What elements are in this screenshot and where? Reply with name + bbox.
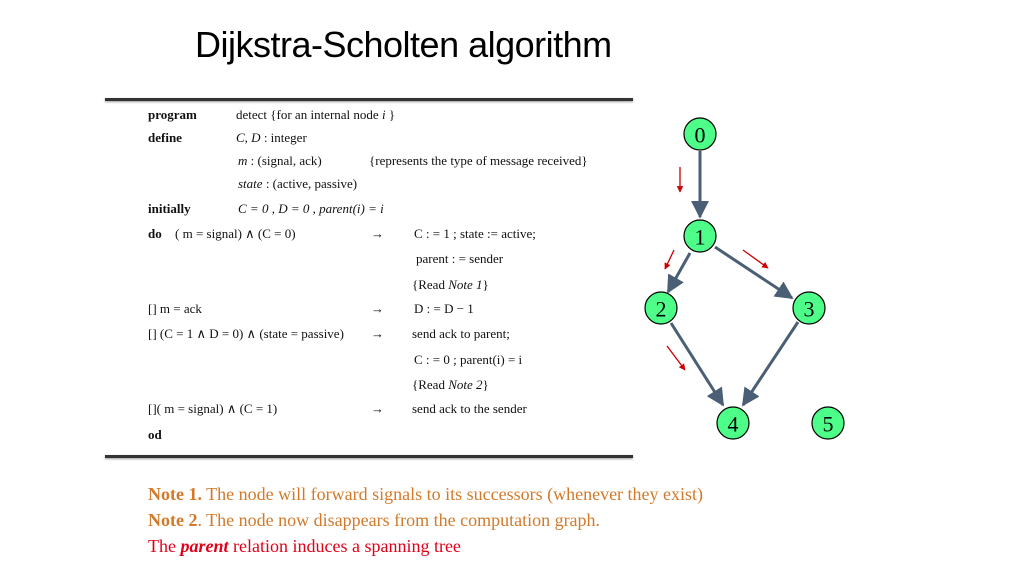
node-0-label: 0 bbox=[694, 122, 706, 148]
slide-title: Dijkstra-Scholten algorithm bbox=[195, 24, 612, 65]
graph-node-4 bbox=[717, 407, 749, 439]
arrow-2: → bbox=[371, 301, 384, 316]
notes-block bbox=[148, 481, 703, 559]
note-2-text: . The node now disappears from the computation graph. bbox=[197, 510, 601, 530]
graph-node-1 bbox=[684, 220, 716, 252]
graph-node-3 bbox=[793, 292, 825, 324]
node-5-label: 5 bbox=[822, 411, 834, 437]
graph-node-2 bbox=[645, 292, 677, 324]
define-m-var: m bbox=[238, 153, 248, 168]
action-decrement-d: D : = D − 1 bbox=[414, 301, 474, 316]
signal-arrow-1-3 bbox=[743, 250, 768, 268]
read-note-2-ref: Note 2 bbox=[448, 377, 483, 392]
initially-line: C = 0 , D = 0 , parent(i) = i bbox=[238, 201, 384, 216]
signal-arrow-2-4 bbox=[667, 346, 685, 370]
action-reset: C : = 0 ; parent(i) = i bbox=[414, 352, 523, 367]
note-2-label: Note 2 bbox=[148, 510, 198, 530]
arrow-3: → bbox=[371, 326, 384, 341]
graph-node-0 bbox=[684, 118, 716, 150]
note-1 bbox=[148, 481, 703, 507]
keyword-do: do bbox=[148, 226, 162, 241]
note-3-parent: parent bbox=[180, 536, 229, 556]
spanning-tree-note bbox=[148, 533, 703, 559]
read-note-1-ref: Note 1 bbox=[448, 277, 483, 292]
keyword-program: program bbox=[148, 107, 197, 122]
edge-3-4 bbox=[743, 322, 798, 405]
note-2 bbox=[148, 507, 703, 533]
read-note-2-post: } bbox=[482, 377, 489, 392]
keyword-initially: initially bbox=[148, 201, 191, 216]
action-parent-sender: parent : = sender bbox=[416, 251, 504, 266]
guard-signal-c1: []( m = signal) ∧ (C = 1) bbox=[148, 401, 278, 416]
define-m-type: : (signal, ack) bbox=[250, 153, 322, 168]
define-vars: C, D bbox=[236, 130, 261, 145]
graph-node-5 bbox=[812, 407, 844, 439]
guard-passive: [] (C = 1 ∧ D = 0) ∧ (state = passive) bbox=[148, 326, 344, 341]
action-send-ack-parent: send ack to parent; bbox=[412, 326, 510, 341]
signal-arrow-1-2 bbox=[665, 250, 674, 269]
define-m-comment: {represents the type of message received} bbox=[369, 153, 588, 168]
node-1-label: 1 bbox=[694, 224, 706, 250]
edge-2-4 bbox=[671, 323, 723, 405]
define-state-type: : (active, passive) bbox=[265, 176, 358, 191]
edge-1-3 bbox=[715, 247, 792, 298]
node-3-label: 3 bbox=[803, 296, 815, 322]
note-1-label: Note 1. bbox=[148, 484, 202, 504]
guard-ack: [] m = ack bbox=[148, 301, 202, 316]
arrow-1: → bbox=[371, 226, 384, 241]
define-type: : integer bbox=[263, 130, 307, 145]
note-3-pre: The bbox=[148, 536, 181, 556]
action-activate: C : = 1 ; state := active; bbox=[414, 226, 536, 241]
keyword-define: define bbox=[148, 130, 182, 145]
node-4-label: 4 bbox=[727, 411, 739, 437]
node-2-label: 2 bbox=[655, 296, 667, 322]
guard-signal-c0: ( m = signal) ∧ (C = 0) bbox=[175, 226, 296, 241]
read-note-1-pre: {Read bbox=[412, 277, 449, 292]
program-header-text: detect {for an internal node bbox=[236, 107, 379, 122]
program-header-close: } bbox=[388, 107, 396, 122]
note-3-post: relation induces a spanning tree bbox=[228, 536, 461, 556]
define-state-var: state bbox=[238, 176, 263, 191]
arrow-4: → bbox=[371, 401, 384, 416]
edge-1-2 bbox=[668, 253, 690, 292]
read-note-1-post: } bbox=[482, 277, 489, 292]
program-header-var: i bbox=[381, 107, 386, 122]
read-note-2-pre: {Read bbox=[412, 377, 449, 392]
action-send-ack-sender: send ack to the sender bbox=[412, 401, 527, 416]
keyword-od: od bbox=[148, 427, 162, 442]
note-1-text: The node will forward signals to its successors (whenever they exist) bbox=[201, 484, 704, 504]
